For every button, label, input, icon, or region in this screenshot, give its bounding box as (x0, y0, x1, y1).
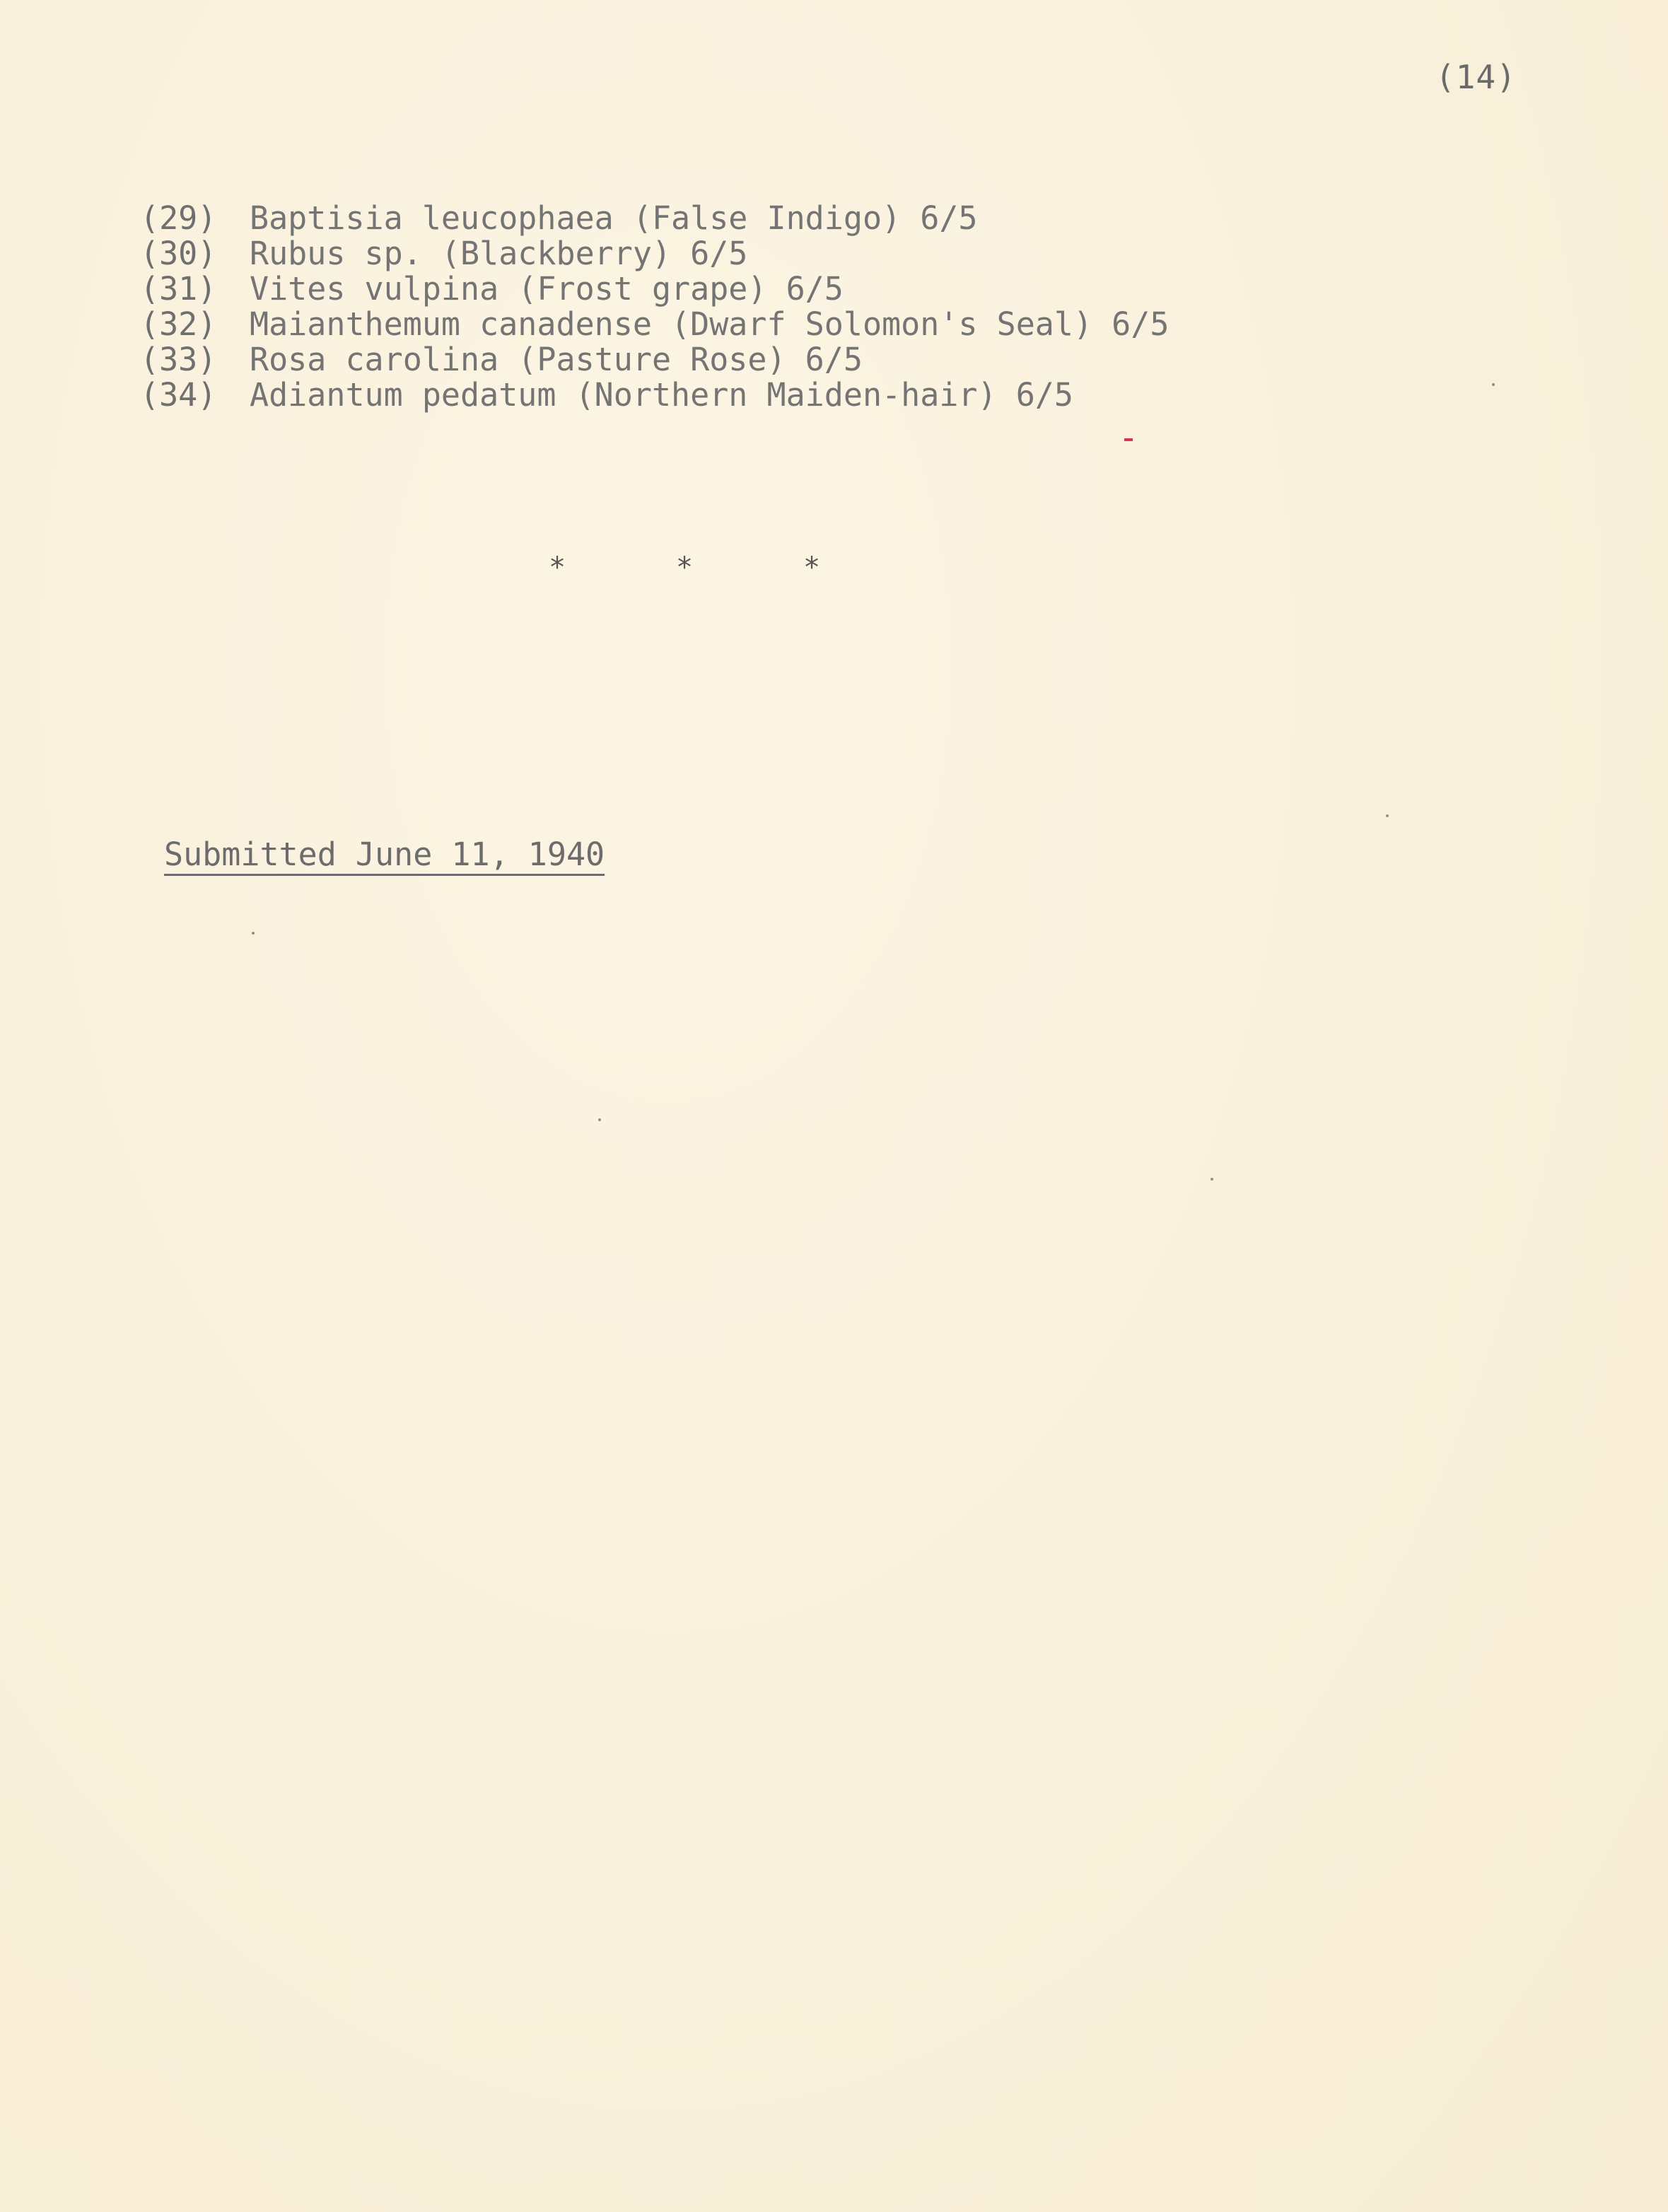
item-number: (30) (140, 235, 217, 272)
section-separator (549, 551, 931, 584)
item-number: (29) (140, 199, 217, 237)
item-text: Vites vulpina (Frost grape) 6/5 (250, 270, 844, 308)
list-item (140, 236, 1169, 271)
red-pencil-mark (1124, 438, 1133, 441)
list-item (140, 201, 1169, 236)
paper-speck (598, 1118, 601, 1121)
item-text: Rubus sp. (Blackberry) 6/5 (250, 235, 748, 272)
item-number: (34) (140, 376, 217, 414)
list-item (140, 378, 1169, 413)
paper-speck (1492, 383, 1495, 386)
asterisk: * (549, 551, 566, 584)
paper-speck (1386, 814, 1389, 817)
list-item (140, 307, 1169, 342)
item-number: (33) (140, 341, 217, 378)
asterisk: * (676, 551, 694, 584)
item-text: Maianthemum canadense (Dwarf Solomon's Seal) 6/5 (250, 305, 1170, 343)
item-number: (32) (140, 305, 217, 343)
list-item (140, 342, 1169, 378)
item-text: Rosa carolina (Pasture Rose) 6/5 (250, 341, 863, 378)
submitted-date: Submitted June 11, 1940 (164, 836, 605, 873)
plant-list (140, 201, 1169, 413)
item-text: Adiantum pedatum (Northern Maiden-hair) 6/5 (250, 376, 1073, 414)
item-number: (31) (140, 270, 217, 308)
page-number: (14) (1435, 58, 1517, 96)
asterisk: * (803, 551, 821, 584)
list-item (140, 271, 1169, 307)
paper-speck (1211, 1178, 1213, 1181)
item-text: Baptisia leucophaea (False Indigo) 6/5 (250, 199, 978, 237)
paper-speck (252, 932, 255, 935)
